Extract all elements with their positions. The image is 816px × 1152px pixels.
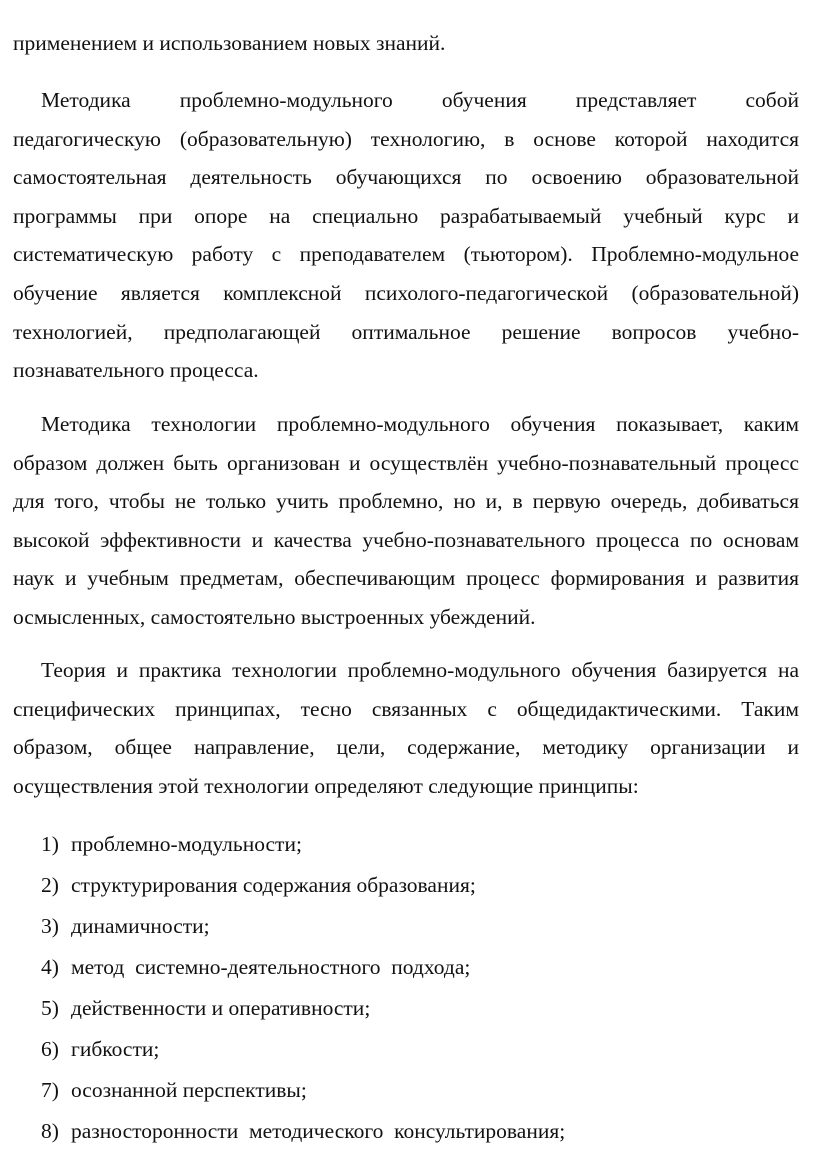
list-item [41, 1070, 565, 1111]
text-line: образом должен быть организован и осуществлён учебно-познавательный процесс [13, 450, 799, 475]
list-item-number: 8) [41, 1119, 59, 1143]
paragraph-methodology-purpose [13, 405, 799, 637]
text-line: высокой эффективности и качества учебно-познавательного процесса по основам [13, 527, 799, 552]
list-item-number: 7) [41, 1078, 59, 1102]
text-line: специфических принципах, тесно связанных с общедидактическими. Таким [13, 696, 799, 721]
text-line: Методика проблемно-модульного обучения представляет собой [41, 88, 799, 112]
principles-list [41, 824, 565, 1152]
text-line: самостоятельная деятельность обучающихся по освоению образовательной [13, 165, 799, 190]
list-item [41, 1029, 565, 1070]
paragraph-continuation [13, 24, 445, 63]
text-line: Теория и практика технологии проблемно-модульного обучения базируется на [41, 658, 799, 682]
paragraph-methodology-definition [13, 81, 799, 390]
list-item-text: разносторонности методического консультирования; [71, 1119, 566, 1143]
text-line: программы при опоре на специально разрабатываемый учебный курс и [13, 203, 799, 228]
list-item-text: действенности и оперативности; [71, 996, 371, 1020]
text-line: для того, чтобы не только учить проблемно, но и, в первую очередь, добиваться [13, 489, 799, 514]
list-item [41, 988, 565, 1029]
list-item-text: динамичности; [71, 914, 210, 938]
text-line: осуществления этой технологии определяют следующие принципы: [13, 773, 639, 798]
text-line: педагогическую (образовательную) технологию, в основе которой находится [13, 126, 799, 151]
list-item [41, 947, 565, 988]
text-line: познавательного процесса. [13, 358, 259, 383]
text-line: Методика технологии проблемно-модульного обучения показывает, каким [41, 412, 799, 436]
text-line: технологией, предполагающей оптимальное решение вопросов учебно- [13, 319, 799, 344]
text-line: осмысленных, самостоятельно выстроенных убеждений. [13, 604, 536, 629]
list-item-text: метод системно-деятельностного подхода; [71, 955, 471, 979]
list-item-text: структурирования содержания образования; [71, 873, 476, 897]
list-item-number: 1) [41, 832, 59, 856]
list-item-text: осознанной перспективы; [71, 1078, 307, 1102]
text-line: образом, общее направление, цели, содержание, методику организации и [13, 735, 799, 760]
text-line: систематическую работу с преподавателем (тьютором). Проблемно-модульное [13, 242, 799, 267]
list-item-number: 6) [41, 1037, 59, 1061]
list-item [41, 906, 565, 947]
list-item [41, 865, 565, 906]
list-item-number: 5) [41, 996, 59, 1020]
list-item [41, 824, 565, 865]
text-line: обучение является комплексной психолого-педагогической (образовательной) [13, 280, 799, 305]
list-item-number: 3) [41, 914, 59, 938]
list-item-number: 4) [41, 955, 59, 979]
list-item-text: гибкости; [71, 1037, 160, 1061]
list-item [41, 1111, 565, 1152]
list-item-text: проблемно-модульности; [71, 832, 302, 856]
text-line: наук и учебным предметам, обеспечивающим процесс формирования и развития [13, 566, 799, 591]
list-item-number: 2) [41, 873, 59, 897]
text-line: применением и использованием новых знаний. [13, 31, 446, 55]
paragraph-principles-intro [13, 651, 799, 805]
